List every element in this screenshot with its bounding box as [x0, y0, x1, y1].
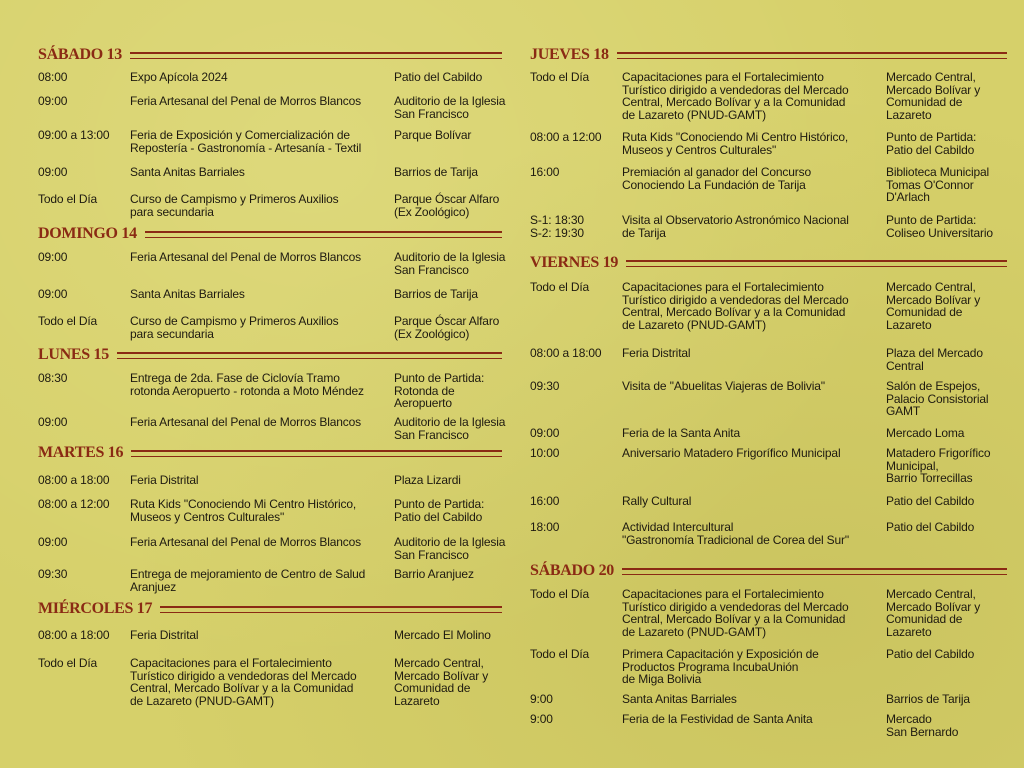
event-name: Feria Distrital — [622, 346, 691, 360]
event-time: 9:00 — [530, 692, 553, 706]
event-place: Patio del Cabildo — [886, 494, 975, 508]
event-time: Todo el Día — [38, 656, 98, 670]
event-time: 08:00 a 18:00 — [38, 628, 110, 642]
event-name: Entrega de mejoramiento de Centro de Salud Aranjuez — [130, 567, 366, 594]
event-time: 18:00 — [530, 520, 560, 534]
event-time: 09:30 — [38, 567, 68, 581]
event-place: Patio del Cabildo — [394, 70, 483, 84]
event-place: Barrios de Tarija — [394, 287, 478, 301]
divider-rule — [617, 52, 1007, 59]
event-place: Mercado Loma — [886, 426, 965, 440]
event-place: Patio del Cabildo — [886, 520, 975, 534]
event-time: 9:00 — [530, 712, 553, 726]
event-name: Expo Apícola 2024 — [130, 70, 228, 84]
event-time: Todo el Día — [530, 647, 590, 661]
event-time: 08:00 a 12:00 — [530, 130, 602, 144]
event-name: Ruta Kids "Conociendo Mi Centro Histórico, Museos y Centros Culturales" — [622, 130, 849, 157]
event-place: Mercado Central, Mercado Bolívar y Comunidad de Lazareto — [886, 70, 981, 122]
event-name: Visita de ''Abuelitas Viajeras de Bolivia'' — [622, 379, 826, 393]
day-title: DOMINGO 14 — [38, 225, 137, 242]
event-name: Feria de la Festividad de Santa Anita — [622, 712, 813, 726]
day-header-domingo-14 — [38, 223, 502, 245]
day-header-martes-16 — [38, 442, 502, 464]
event-time: Todo el Día — [38, 314, 98, 328]
event-place: Biblioteca Municipal Tomas O'Connor D'Arlach — [886, 165, 990, 204]
event-name: Feria Artesanal del Penal de Morros Blancos — [130, 535, 362, 549]
event-name: Premiación al ganador del Concurso Conociendo La Fundación de Tarija — [622, 165, 812, 192]
day-header-lunes-15 — [38, 344, 502, 366]
day-header-sabado-13 — [38, 44, 502, 66]
event-time: 09:00 — [38, 250, 68, 264]
event-time: 10:00 — [530, 446, 560, 460]
event-time: Todo el Día — [530, 587, 590, 601]
event-place: Barrios de Tarija — [394, 165, 478, 179]
event-time: 08:00 a 12:00 — [38, 497, 110, 511]
event-place: Punto de Partida: Patio del Cabildo — [394, 497, 485, 524]
event-name: Feria Artesanal del Penal de Morros Blancos — [130, 415, 362, 429]
event-name: Capacitaciones para el Fortalecimiento Turístico dirigido a vendedoras del Mercado Central, Mercado Bolívar y a la Comunidad de Lazareto (PNUD-GAMT) — [622, 587, 849, 639]
event-name: Feria Distrital — [130, 473, 199, 487]
event-name: Santa Anitas Barriales — [130, 165, 245, 179]
event-time: 16:00 — [530, 494, 560, 508]
event-name: Santa Anitas Barriales — [622, 692, 737, 706]
event-time: 09:00 — [38, 535, 68, 549]
event-place: Mercado Central, Mercado Bolívar y Comunidad de Lazareto — [886, 587, 981, 639]
event-name: Feria Artesanal del Penal de Morros Blancos — [130, 250, 362, 264]
event-place: Barrio Aranjuez — [394, 567, 474, 581]
day-title: SÁBADO 20 — [530, 562, 614, 579]
day-title: JUEVES 18 — [530, 46, 609, 63]
day-header-jueves-18 — [530, 44, 1007, 66]
event-time: 09:00 — [38, 165, 68, 179]
day-title: MIÉRCOLES 17 — [38, 600, 153, 617]
event-place: Patio del Cabildo — [886, 647, 975, 661]
event-time: Todo el Día — [530, 70, 590, 84]
event-place: Parque Óscar Alfaro (Ex Zoológico) — [394, 192, 500, 219]
event-place: Punto de Partida: Rotonda de Aeropuerto — [394, 371, 485, 410]
event-time: 08:00 a 18:00 — [38, 473, 110, 487]
event-place: Punto de Partida: Patio del Cabildo — [886, 130, 977, 157]
event-place: Plaza Lizardi — [394, 473, 461, 487]
event-name: Feria de la Santa Anita — [622, 426, 740, 440]
day-title: MARTES 16 — [38, 444, 124, 461]
event-time: 16:00 — [530, 165, 560, 179]
event-name: Aniversario Matadero Frigorífico Municipal — [622, 446, 841, 460]
event-name: Rally Cultural — [622, 494, 692, 508]
event-place: Mercado Central, Mercado Bolívar y Comunidad de Lazareto — [394, 656, 489, 708]
day-header-viernes-19 — [530, 252, 1007, 274]
day-title: LUNES 15 — [38, 346, 109, 363]
event-time: Todo el Día — [530, 280, 590, 294]
event-name: Capacitaciones para el Fortalecimiento Turístico dirigido a vendedoras del Mercado Central, Mercado Bolívar y a la Comunidad de Lazareto (PNUD-GAMT) — [130, 656, 357, 708]
event-place: Auditorio de la Iglesia San Francisco — [394, 94, 506, 121]
day-title: SÁBADO 13 — [38, 46, 122, 63]
divider-rule — [131, 450, 502, 457]
event-name: Santa Anitas Barriales — [130, 287, 245, 301]
day-header-miercoles-17 — [38, 598, 502, 620]
event-time: 09:00 — [38, 287, 68, 301]
event-name: Entrega de 2da. Fase de Ciclovía Tramo rotonda Aeropuerto - rotonda a Moto Méndez — [130, 371, 364, 398]
divider-rule — [117, 352, 502, 359]
event-place: Salón de Espejos, Palacio Consistorial GAMT — [886, 379, 989, 418]
divider-rule — [622, 568, 1007, 575]
event-place: Mercado San Bernardo — [886, 712, 959, 739]
event-place: Auditorio de la Iglesia San Francisco — [394, 415, 506, 442]
event-name: Feria Artesanal del Penal de Morros Blancos — [130, 94, 362, 108]
event-name: Curso de Campismo y Primeros Auxilios para secundaria — [130, 314, 339, 341]
event-place: Mercado El Molino — [394, 628, 491, 642]
event-time: 09:00 — [38, 94, 68, 108]
event-place: Matadero Frigorífico Municipal, Barrio Torrecillas — [886, 446, 991, 485]
event-time: Todo el Día — [38, 192, 98, 206]
event-name: Visita al Observatorio Astronómico Nacional de Tarija — [622, 213, 849, 240]
event-time: S-1: 18:30 S-2: 19:30 — [530, 213, 584, 240]
event-place: Auditorio de la Iglesia San Francisco — [394, 535, 506, 562]
event-place: Plaza del Mercado Central — [886, 346, 983, 373]
event-name: Actividad Intercultural "Gastronomía Tradicional de Corea del Sur" — [622, 520, 850, 547]
divider-rule — [626, 260, 1007, 267]
event-time: 08:00 — [38, 70, 68, 84]
event-time: 09:00 — [38, 415, 68, 429]
event-place: Parque Bolívar — [394, 128, 472, 142]
day-title: VIERNES 19 — [530, 254, 619, 271]
event-time: 09:30 — [530, 379, 560, 393]
event-name: Primera Capacitación y Exposición de Productos Programa IncubaUnión de Miga Bolivia — [622, 647, 819, 686]
event-name: Capacitaciones para el Fortalecimiento Turístico dirigido a vendedoras del Mercado Central, Mercado Bolívar y a la Comunidad de Lazareto (PNUD-GAMT) — [622, 280, 849, 332]
event-name: Capacitaciones para el Fortalecimiento Turístico dirigido a vendedoras del Mercado Central, Mercado Bolívar y a la Comunidad de Lazareto (PNUD-GAMT) — [622, 70, 849, 122]
event-name: Feria Distrital — [130, 628, 199, 642]
event-time: 09:00 — [530, 426, 560, 440]
event-place: Mercado Central, Mercado Bolívar y Comunidad de Lazareto — [886, 280, 981, 332]
event-name: Curso de Campismo y Primeros Auxilios para secundaria — [130, 192, 339, 219]
event-place: Parque Óscar Alfaro (Ex Zoológico) — [394, 314, 500, 341]
day-header-sabado-20 — [530, 560, 1007, 582]
event-place: Punto de Partida: Coliseo Universitario — [886, 213, 993, 240]
event-time: 09:00 a 13:00 — [38, 128, 110, 142]
event-time: 08:30 — [38, 371, 68, 385]
event-place: Barrios de Tarija — [886, 692, 970, 706]
event-name: Feria de Exposición y Comercialización de Repostería - Gastronomía - Artesanía - Textil — [130, 128, 362, 155]
divider-rule — [130, 52, 502, 59]
divider-rule — [160, 606, 502, 613]
event-name: Ruta Kids "Conociendo Mi Centro Histórico, Museos y Centros Culturales" — [130, 497, 357, 524]
event-place: Auditorio de la Iglesia San Francisco — [394, 250, 506, 277]
divider-rule — [145, 231, 502, 238]
event-time: 08:00 a 18:00 — [530, 346, 602, 360]
